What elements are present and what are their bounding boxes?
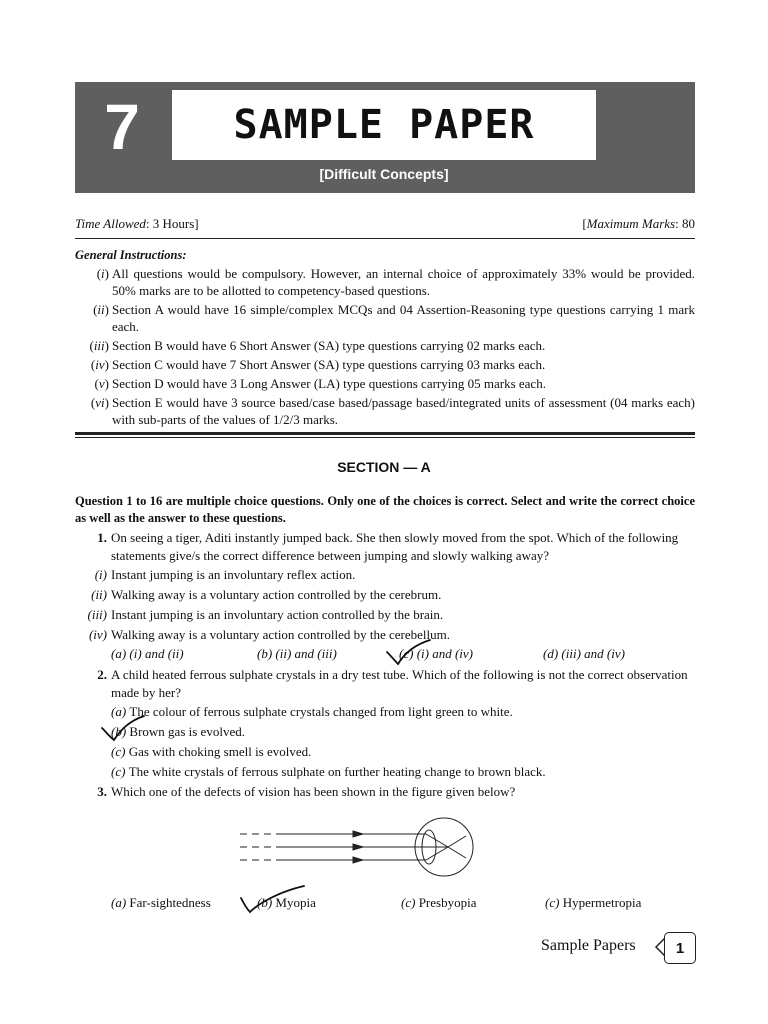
- title-box: [172, 90, 596, 160]
- option-item: (c) The white crystals of ferrous sulphate on further heating change to brown black.: [111, 764, 546, 779]
- choice-a: (a) Far-sightedness: [111, 895, 211, 910]
- page-number: 1: [664, 932, 696, 964]
- choice-b: (b) Myopia: [257, 895, 316, 910]
- section-intro: Question 1 to 16 are multiple choice questions. Only one of the choices is correct. Select and write the correct choice as well as the answer to these questions.: [75, 494, 695, 525]
- divider-double-thick: [75, 432, 695, 435]
- choice-d: (d) (iii) and (iv): [543, 646, 625, 661]
- question-2: 2. A child heated ferrous sulphate crystals in a dry test tube. Which of the following is not the correct observation made by her?: [97, 667, 688, 700]
- section-title: SECTION — A: [337, 459, 431, 475]
- statement-item: (iii) Instant jumping is an involuntary action controlled by the brain.: [87, 607, 444, 622]
- divider-top: [75, 238, 695, 239]
- paper-subtitle: [Difficult Concepts]: [319, 166, 449, 182]
- arrowhead: [353, 857, 363, 863]
- option-item: (a) The colour of ferrous sulphate crystals changed from light green to white.: [111, 704, 513, 719]
- option-item: (b) Brown gas is evolved.: [111, 724, 245, 739]
- tick-mark-q3: [238, 882, 308, 916]
- instruction-item: (ii) Section A would have 16 simple/complex MCQs and 04 Assertion-Reasoning type questions carrying 1 mark each.: [93, 302, 695, 334]
- choice-c: (c) (i) and (iv): [399, 646, 473, 661]
- maximum-marks: [Maximum Marks: 80: [582, 216, 695, 231]
- arrowhead: [353, 844, 363, 850]
- statement-item: (iv) Walking away is a voluntary action controlled by the cerebellum.: [88, 627, 451, 642]
- diverging-ray: [448, 836, 466, 847]
- paper-title: SAMPLE PAPER: [233, 102, 535, 148]
- choice-a: (a) (i) and (ii): [111, 646, 184, 661]
- tick-mark-q1: [384, 638, 434, 668]
- instruction-item: (vi) Section E would have 3 source based/case based/passage based/integrated units of assessment (04 marks each) with sub-parts of the values of 1/2/3 marks.: [90, 395, 695, 427]
- question-3: 3. Which one of the defects of vision has been shown in the figure given below?: [97, 784, 516, 799]
- option-item: (c) Gas with choking smell is evolved.: [111, 744, 312, 759]
- converging-ray: [426, 847, 448, 860]
- choice-b: (b) (ii) and (iii): [257, 646, 337, 661]
- arrowhead: [353, 831, 363, 837]
- time-allowed: Time Allowed: 3 Hours]: [75, 216, 199, 231]
- converging-ray: [426, 834, 448, 847]
- choice-d: (c) Hypermetropia: [545, 895, 642, 910]
- diverging-ray: [448, 847, 466, 858]
- statement-item: (ii) Walking away is a voluntary action controlled by the cerebrum.: [91, 587, 442, 602]
- instruction-item: (iv) Section C would have 7 Short Answer (SA) type questions carrying 03 marks each.: [90, 357, 546, 372]
- choice-c: (c) Presbyopia: [401, 895, 477, 910]
- divider-double-thin: [75, 437, 695, 438]
- instruction-item: (i) All questions would be compulsory. However, an internal choice of approximately 33% would be provided. 50% marks are to be allotted to competency-based questions.: [96, 266, 695, 298]
- eye-diagram: [238, 810, 478, 880]
- question-1: 1. On seeing a tiger, Aditi instantly jumped back. She then slowly moved from the spot. Which of the following statements give/s the correct difference between jumping and slowly walking away?: [97, 530, 679, 563]
- tick-mark-q2: [100, 712, 150, 742]
- instruction-item: (iii) Section B would have 6 Short Answer (SA) type questions carrying 02 marks each.: [89, 338, 546, 353]
- instructions-heading: General Instructions:: [75, 248, 187, 262]
- footer-label: Sample Papers: [541, 937, 636, 954]
- statement-item: (i) Instant jumping is an involuntary reflex action.: [94, 567, 356, 582]
- paper-number: 7: [104, 91, 140, 163]
- instruction-item: (v) Section D would have 3 Long Answer (LA) type questions carrying 05 marks each.: [94, 376, 546, 391]
